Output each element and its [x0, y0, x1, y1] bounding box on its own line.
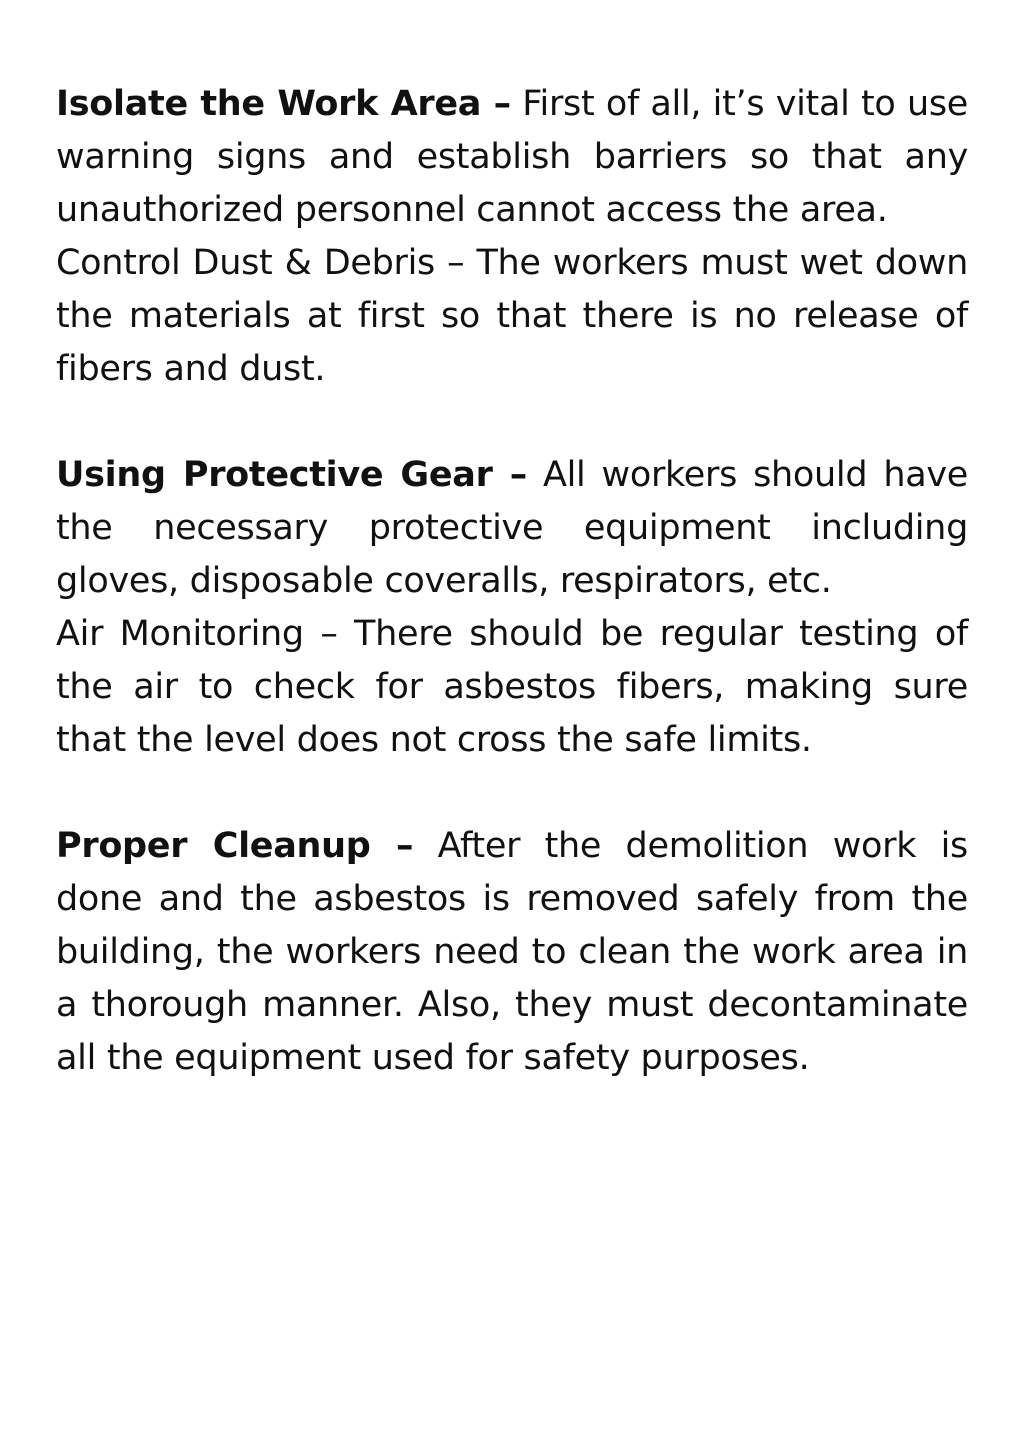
paragraph-body: All workers should have the necessary protective equipment including gloves, disposable coveralls, respirators, etc. — [56, 455, 968, 601]
paragraph-heading: Isolate the Work Area – — [56, 84, 511, 124]
paragraph-isolate-work-area — [56, 78, 968, 237]
paragraph-body: Air Monitoring – There should be regular testing of the air to check for asbestos fibers, making sure that the level does not cross the safe limits. — [56, 614, 968, 760]
paragraph-spacer — [56, 767, 968, 820]
paragraph-control-dust — [56, 237, 968, 396]
paragraph-proper-cleanup — [56, 820, 968, 1085]
paragraph-body: First of all, it’s vital to use warning signs and establish barriers so that any unauthorized personnel cannot access the area. — [56, 84, 969, 230]
paragraph-heading: Using Protective Gear – — [56, 455, 527, 495]
document-page — [56, 78, 968, 1085]
paragraph-body: Control Dust & Debris – The workers must wet down the materials at first so that there is no release of fibers and dust. — [56, 243, 968, 389]
paragraph-heading: Proper Cleanup – — [56, 826, 414, 866]
paragraph-protective-gear — [56, 449, 968, 608]
paragraph-spacer — [56, 396, 968, 449]
paragraph-body: After the demolition work is done and the asbestos is removed safely from the building, the workers need to clean the work area in a thorough manner. Also, they must decontaminate all the equipment used for safety purposes. — [56, 826, 968, 1078]
paragraph-air-monitoring — [56, 608, 968, 767]
